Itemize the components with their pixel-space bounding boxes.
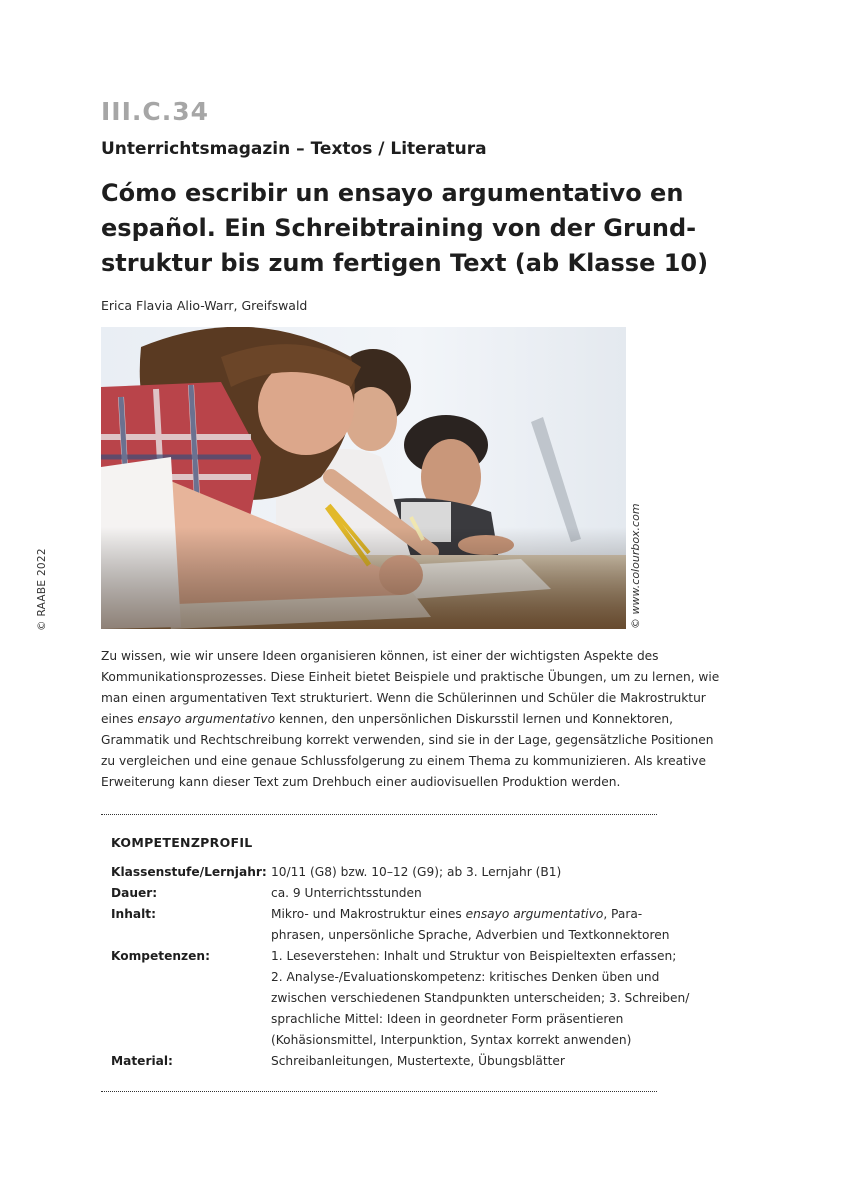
profile-value: 10/11 (G8) bzw. 10–12 (G9); ab 3. Lernjahr (B1) xyxy=(271,865,562,879)
profile-value xyxy=(271,904,669,946)
unit-code: III.C.34 xyxy=(101,97,210,126)
photo-credit: © www.colourbox.com xyxy=(629,503,642,629)
students-writing-photo xyxy=(101,327,626,629)
profile-text: Mikro- und Makrostruktur eines xyxy=(271,907,466,921)
intro-line: Erweiterung kann dieser Text zum Drehbuch einer audiovisuellen Produktion werden. xyxy=(101,775,621,789)
profile-label: Material: xyxy=(111,1054,173,1068)
profile-label: Kompetenzen: xyxy=(111,949,210,963)
intro-emphasis: ensayo argumentativo xyxy=(137,712,276,726)
profile-value-line: 2. Analyse-/Evaluationskompetenz: kritisches Denken üben und xyxy=(271,970,660,984)
intro-line xyxy=(101,709,673,730)
profile-value-line: phrasen, unpersönliche Sprache, Adverbien und Textkonnektoren xyxy=(271,928,670,942)
intro-paragraph xyxy=(101,646,720,793)
profile-value-line: 1. Leseverstehen: Inhalt und Struktur von Beispieltexten erfassen; xyxy=(271,949,677,963)
profile-row-dauer xyxy=(111,883,656,904)
profile-row-material xyxy=(111,1051,656,1072)
profile-row-klasse xyxy=(111,862,656,883)
title-line: español. Ein Schreibtraining von der Grund- xyxy=(101,214,697,242)
kompetenzprofil-heading: KOMPETENZPROFIL xyxy=(111,835,253,850)
title-line: Cómo escribir un ensayo argumentativo en xyxy=(101,179,684,207)
page-title xyxy=(101,176,709,281)
kompetenzprofil-table xyxy=(111,862,690,1072)
dotted-divider-top xyxy=(101,814,657,815)
profile-value-line: sprachliche Mittel: Ideen in geordneter Form präsentieren xyxy=(271,1012,624,1026)
profile-emphasis: ensayo argumentativo xyxy=(465,907,604,921)
profile-label: Inhalt: xyxy=(111,907,156,921)
intro-text: kennen, den unpersönlichen Diskursstil lernen und Konnektoren, xyxy=(275,712,673,726)
profile-value xyxy=(271,946,689,1051)
intro-line: zu vergleichen und eine genaue Schlussfolgerung zu einem Thema zu kommunizieren. Als kreative xyxy=(101,754,706,768)
intro-line: Kommunikationsprozesses. Diese Einheit bietet Beispiele und praktische Übungen, um zu lernen, wie xyxy=(101,670,720,684)
profile-text: , Para- xyxy=(603,907,643,921)
profile-value-line xyxy=(271,904,669,925)
profile-label: Klassenstufe/Lernjahr: xyxy=(111,865,267,879)
intro-line: man einen argumentativen Text strukturiert. Wenn die Schülerinnen und Schüler die Makrostruktur xyxy=(101,691,706,705)
profile-value-line: zwischen verschiedenen Standpunkten unterscheiden; 3. Schreiben/ xyxy=(271,991,690,1005)
intro-text: eines xyxy=(101,712,138,726)
profile-row-kompetenzen xyxy=(111,946,690,1051)
magazine-subtitle: Unterrichtsmagazin – Textos / Literatura xyxy=(101,139,487,159)
intro-line: Zu wissen, wie wir unsere Ideen organisieren können, ist einer der wichtigsten Aspekte des xyxy=(101,649,659,663)
profile-value: ca. 9 Unterrichtsstunden xyxy=(271,886,422,900)
profile-row-inhalt xyxy=(111,904,670,946)
dotted-divider-bottom xyxy=(101,1091,657,1092)
author-line: Erica Flavia Alio-Warr, Greifswald xyxy=(101,298,308,313)
profile-value: Schreibanleitungen, Mustertexte, Übungsblätter xyxy=(271,1054,565,1068)
copyright-notice: © RAABE 2022 xyxy=(36,548,48,631)
title-line: struktur bis zum fertigen Text (ab Klasse 10) xyxy=(101,249,709,277)
intro-line: Grammatik und Rechtschreibung korrekt verwenden, sind sie in der Lage, gegensätzliche Positionen xyxy=(101,733,714,747)
profile-label: Dauer: xyxy=(111,886,158,900)
profile-value-line: (Kohäsionsmittel, Interpunktion, Syntax korrekt anwenden) xyxy=(271,1033,632,1047)
